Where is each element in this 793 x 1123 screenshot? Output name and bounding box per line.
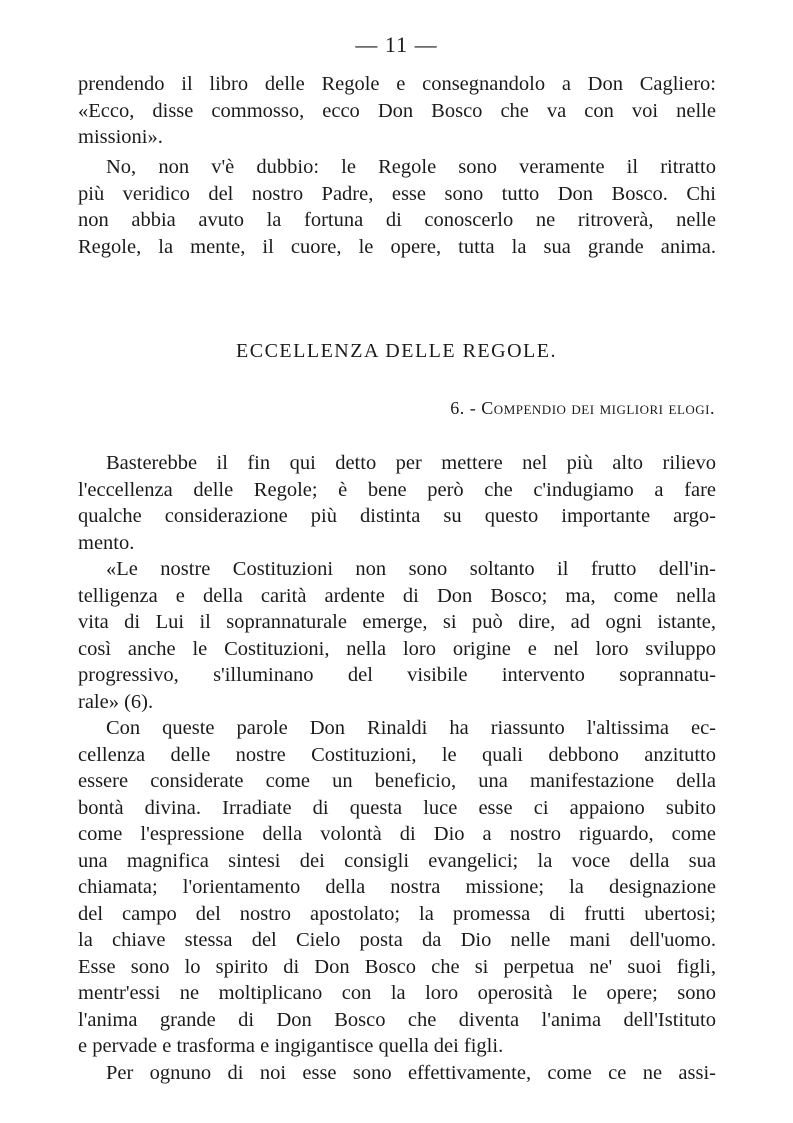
text-line: No, non v'è dubbio: le Regole sono veramente il ritratto xyxy=(106,156,716,178)
paragraph-quote-rinaldi xyxy=(78,556,716,715)
section-title: ECCELLENZA DELLE REGOLE. xyxy=(236,340,557,362)
text-line: missioni». xyxy=(78,126,163,148)
text-line: una magnifica sintesi dei consigli evangelici; la voce della sua xyxy=(78,849,716,872)
text-line: del campo del nostro apostolato; la promessa di frutti ubertosi; xyxy=(78,902,716,925)
subsection-number: 6. - xyxy=(450,398,477,418)
text-line: «Le nostre Costituzioni non sono soltanto il frutto dell'in- xyxy=(106,558,716,580)
subsection-heading: Compendio dei migliori elogi. xyxy=(481,398,715,418)
page-number: — 11 — xyxy=(355,32,438,57)
text-line: mentr'essi ne moltiplicano con la loro operosità le opere; sono xyxy=(78,982,716,1004)
text-line: Con queste parole Don Rinaldi ha riassunto l'altissima ec- xyxy=(106,717,716,739)
text-line: Esse sono lo spirito di Don Bosco che si perpetua ne' suoi figli, xyxy=(78,955,716,978)
paragraph-per-ognuno xyxy=(78,1060,716,1087)
text-line: chiamata; l'orientamento della nostra missione; la designazione xyxy=(78,876,716,898)
paragraph-basterebbe xyxy=(78,450,716,556)
text-line: Regole, la mente, il cuore, le opere, tutta la sua grande anima. xyxy=(78,235,716,258)
text-line: la chiave stessa del Cielo posta da Dio nelle mani dell'uomo. xyxy=(78,929,716,951)
text-line: telligenza e della carità ardente di Don Bosco; ma, come nella xyxy=(78,584,716,607)
text-line: Basterebbe il fin qui detto per mettere nel più alto rilievo xyxy=(106,452,716,474)
paragraph-continuation xyxy=(78,71,716,151)
text-line: Per ognuno di noi esse sono effettivamente, come ce ne assi- xyxy=(106,1062,716,1084)
text-line: progressivo, s'illuminano del visibile intervento soprannatu- xyxy=(78,664,716,686)
text-line: vita di Lui il soprannaturale emerge, si può dire, ad ogni istante, xyxy=(78,611,716,633)
subsection-title xyxy=(450,398,715,419)
text-line: cellenza delle nostre Costituzioni, le quali debbono anzitutto xyxy=(78,743,716,766)
text-line: come l'espressione della volontà di Dio a nostro riguardo, come xyxy=(78,823,716,845)
text-line: bontà divina. Irradiate di questa luce esse ci appaiono subito xyxy=(78,796,716,819)
text-line: l'eccellenza delle Regole; è bene però che c'indugiamo a fare xyxy=(78,478,716,501)
paragraph-eccellenza xyxy=(78,715,716,1060)
text-line: e pervade e trasforma e ingigantisce quella dei figli. xyxy=(78,1035,504,1057)
text-line: essere considerate come un beneficio, una manifestazione della xyxy=(78,770,716,792)
paragraph-rules-portrait xyxy=(78,154,716,260)
text-line: rale» (6). xyxy=(78,690,154,713)
text-line: «Ecco, disse commosso, ecco Don Bosco che va con voi nelle xyxy=(78,99,716,122)
text-line: prendendo il libro delle Regole e consegnandolo a Don Cagliero: xyxy=(78,73,716,95)
text-line: l'anima grande di Don Bosco che diventa l'anima dell'Istituto xyxy=(78,1008,716,1031)
text-line: non abbia avuto la fortuna di conoscerlo ne ritroverà, nelle xyxy=(78,209,716,231)
text-line: qualche considerazione più distinta su questo importante argo- xyxy=(78,505,716,527)
text-line: più veridico del nostro Padre, esse sono tutto Don Bosco. Chi xyxy=(78,182,716,205)
text-line: mento. xyxy=(78,531,135,554)
text-line: così anche le Costituzioni, nella loro origine e nel loro sviluppo xyxy=(78,637,716,660)
